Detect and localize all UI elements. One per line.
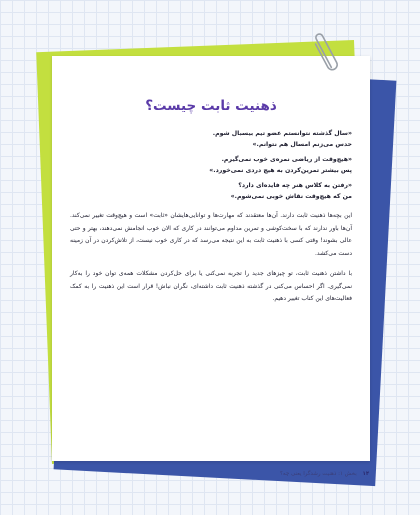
- page-number: ۱۴: [362, 471, 370, 477]
- quote-block: [70, 154, 352, 176]
- quote-block: [70, 128, 352, 150]
- quote-line: «رفتن به کلاس هنر چه فایده‌ای دارد؟: [238, 182, 352, 189]
- quote-block: [70, 180, 352, 202]
- body-paragraph: با داشتن ذهنیت ثابت، تو چیزهای جدید را تجربه نمی‌کنی یا برای حل‌کردن مشکلات همه‌ی توان خود را به‌کار نمی‌گیری. اگر احساس می‌کنی در گذشته ذهنیت ثابت داشته‌ای، نگران نباش! قرار است این ذهنیت را به کمک فعالیت‌های این کتاب تغییر دهیم.: [70, 270, 352, 302]
- quote-line: «هیچ‌وقت از ریاضی نمره‌ی خوب نمی‌گیرم.: [221, 156, 352, 163]
- quote-line: من که هیچ‌وقت نقاش خوبی نمی‌شوم.»: [230, 193, 352, 200]
- quote-line: حدس می‌زنم امسال هم نتوانم.»: [252, 141, 352, 148]
- quote-line: پس بیشتر تمرین‌کردن به هیچ دردی نمی‌خورد.»: [209, 167, 352, 174]
- quote-line: «سال گذشته نتوانستم عضو تیم بیسبال شوم.: [212, 130, 352, 137]
- page-content: [70, 92, 352, 306]
- page-footer: [280, 471, 369, 477]
- body-paragraph: این بچه‌ها ذهنیت ثابت دارند. آن‌ها معتقدند که مهارت‌ها و توانایی‌هایشان «ثابت» است و هیچ‌وقت تغییر نمی‌کند. آن‌ها باور ندارند که با سخت‌کوشی و تمرین مداوم می‌توانند در کاری که الان خوب انجامش نمی‌دهند، بهتر و حتی عالی بشوند! وقتی کسی با ذهنیت ثابت به این نتیجه می‌رسد که در کاری خوب نیست، از تلاش‌کردن در آن زمینه دست می‌کشد.: [70, 212, 352, 257]
- section-title: بخش ۱: ذهنیت رشدگرا یعنی چه؟: [280, 471, 357, 477]
- page-title: ذهنیت ثابت چیست؟: [145, 98, 277, 114]
